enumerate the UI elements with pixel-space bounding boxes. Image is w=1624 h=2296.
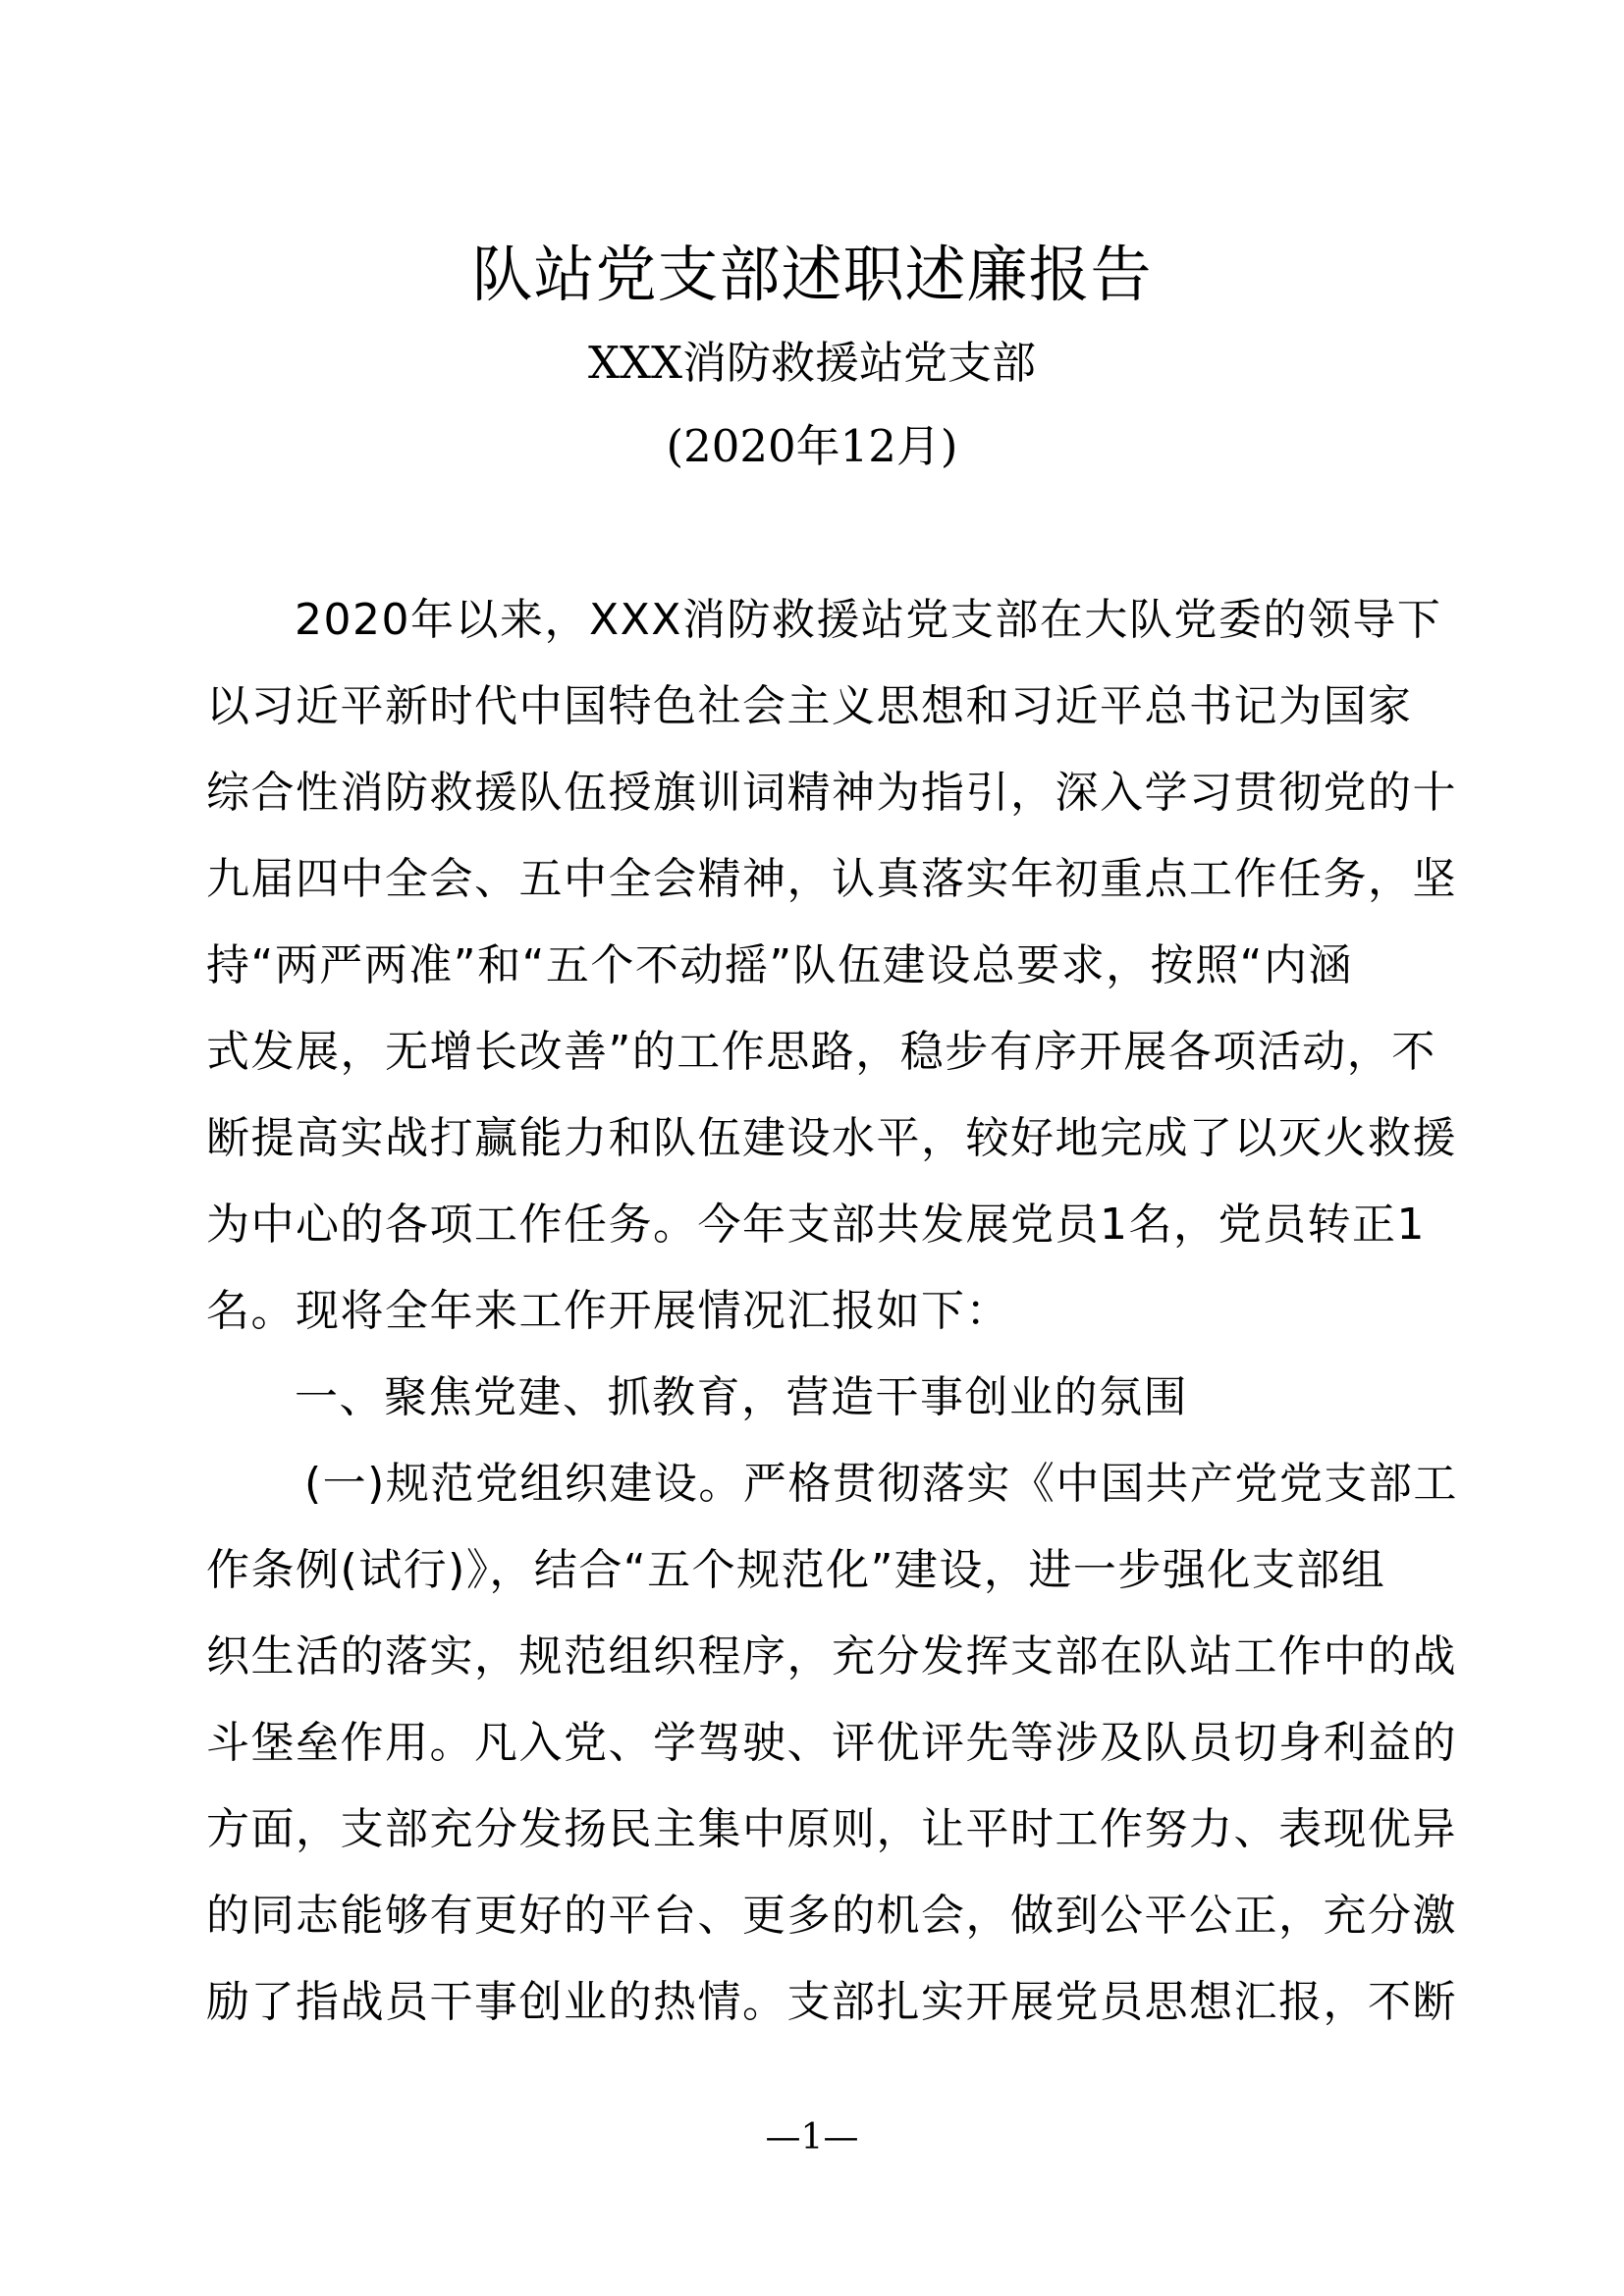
document-subtitle: XXX消防救援站党支部	[587, 337, 1037, 389]
body-line: 式发展，无增长改善”的工作思路，稳步有序开展各项活动，不	[206, 1027, 1436, 1077]
body-line: 作条例(试行)》，结合“五个规范化”建设，进一步强化支部组	[206, 1545, 1386, 1595]
body-line: 斗堡垒作用。凡入党、学驾驶、评优评先等涉及队员切身利益的	[206, 1718, 1457, 1768]
body-line: 断提高实战打赢能力和队伍建设水平，较好地完成了以灭火救援	[206, 1113, 1457, 1163]
body-line: 综合性消防救援队伍授旗训词精神为指引，深入学习贯彻党的十	[206, 768, 1457, 818]
page-number: —1—	[765, 2117, 859, 2158]
body-line: 为中心的各项工作任务。今年支部共发展党员1名，党员转正1	[206, 1200, 1426, 1250]
body-line: 持“两严两准”和“五个不动摇”队伍建设总要求，按照“内涵	[206, 940, 1353, 990]
subsection-line: (一)规范党组织建设。严格贯彻落实《中国共产党党支部工	[304, 1459, 1458, 1509]
body-line: 以习近平新时代中国特色社会主义思想和习近平总书记为国家	[206, 681, 1413, 731]
body-line: 方面，支部充分发扬民主集中原则，让平时工作努力、表现优异	[206, 1804, 1457, 1854]
document-date: (2020年12月)	[666, 420, 958, 472]
document-body	[206, 577, 1458, 2046]
body-line: 九届四中全会、五中全会精神，认真落实年初重点工作任务，坚	[206, 854, 1457, 904]
document-title: 队站党支部述职述廉报告	[471, 239, 1153, 310]
body-line: 织生活的落实，规范组织程序，充分发挥支部在队站工作中的战	[206, 1631, 1457, 1682]
body-line: 的同志能够有更好的平台、更多的机会，做到公平公正，充分激	[206, 1891, 1457, 1941]
section-heading: 一、聚焦党建、抓教育，营造干事创业的氛围	[295, 1372, 1188, 1422]
body-line: 名。现将全年来工作开展情况汇报如下：	[206, 1286, 1010, 1336]
body-line: 2020年以来，XXX消防救援站党支部在大队党委的领导下	[295, 595, 1442, 645]
body-line: 励了指战员干事创业的热情。支部扎实开展党员思想汇报，不断	[206, 1977, 1457, 2027]
